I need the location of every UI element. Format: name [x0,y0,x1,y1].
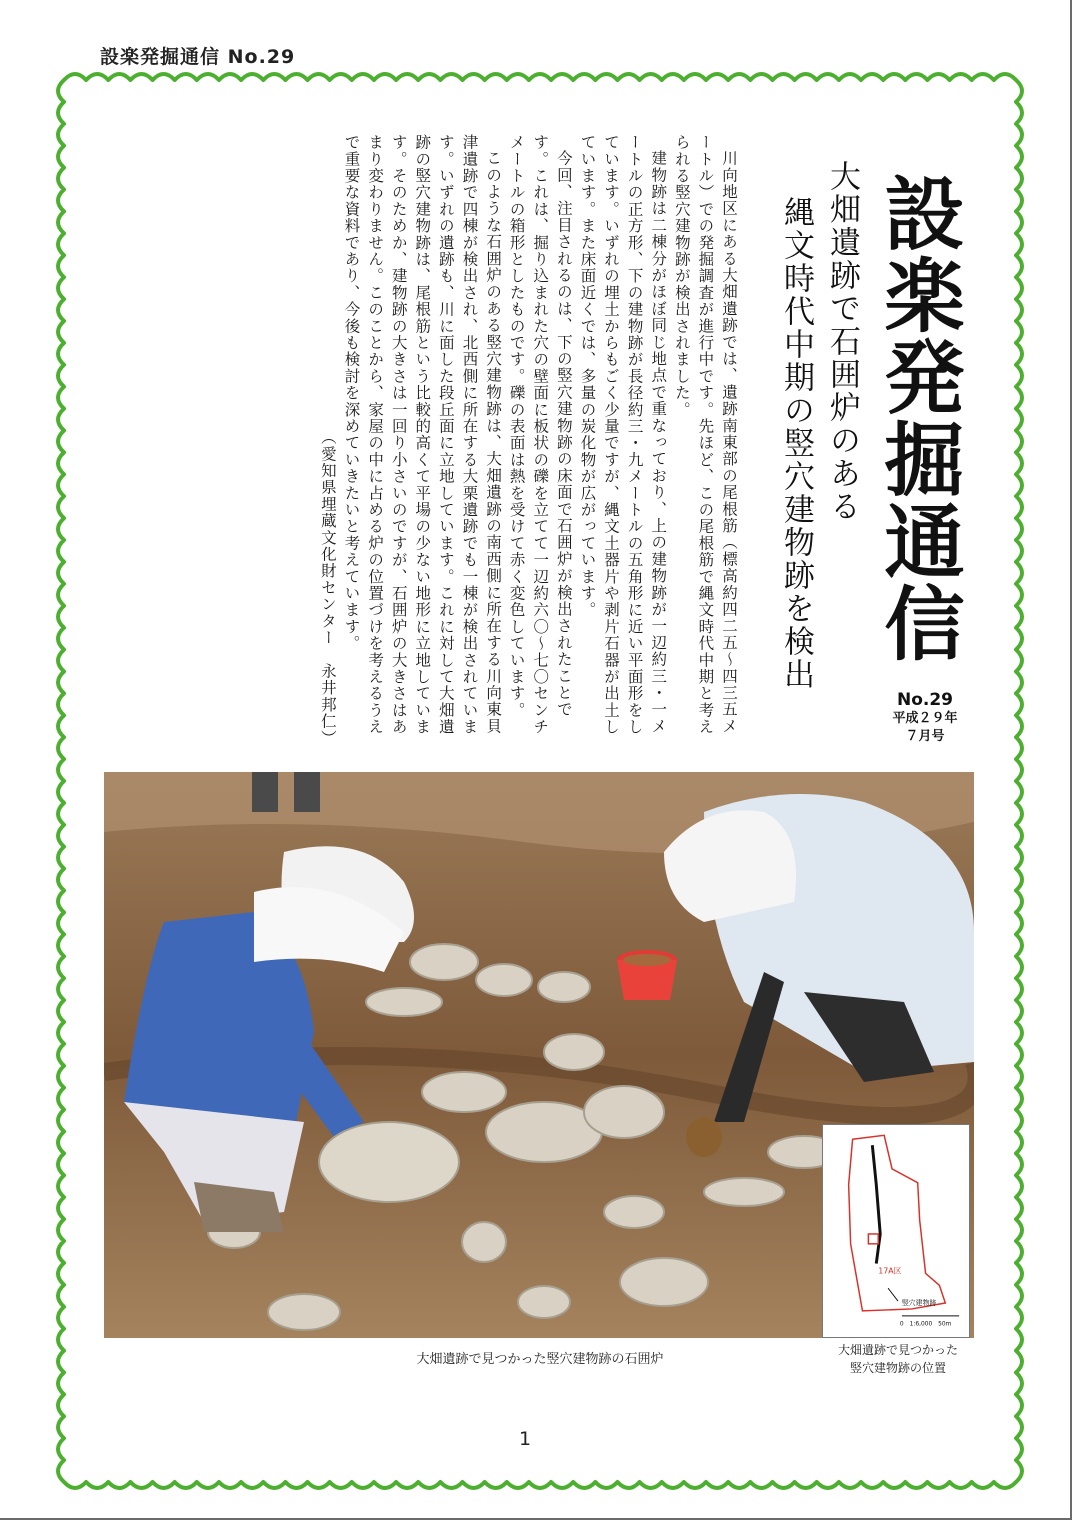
map-feature-label: 竪穴建物跡 [901,1298,937,1307]
issue-info [880,690,970,746]
article-body [100,134,740,746]
issue-month: ７月号 [905,729,945,744]
running-header: 設楽発掘通信 No.29 [100,46,296,68]
map-caption-line-2: 竪穴建物跡の位置 [849,1361,946,1375]
issue-year: 平成２９年 [892,711,958,726]
location-map [822,1124,970,1338]
map-caption-line-1: 大畑遺跡で見つかった [837,1343,958,1357]
map-area-label: 17A区 [878,1266,902,1276]
headline-line-2: 縄文時代中期の竪穴建物跡を検出 [778,196,814,691]
signature-name: 永井邦仁） [318,662,337,746]
photo-caption: 大畑遺跡で見つかった竪穴建物跡の石囲炉 [416,1352,664,1367]
headline-line-1: 大畑遺跡で石囲炉のある [824,160,860,523]
signature-org: （愛知県埋蔵文化財センター [318,428,337,646]
issue-number: No.29 [896,690,954,710]
article-paragraph-3: 今回、注目されるのは、下の竪穴建物跡の床面で石囲炉が検出されたことです。これは、掘り込まれた穴の壁面に板状の礫を立てて一辺約六〇～七〇センチメートルの箱形としたものです。礫の表面は熱を受けて赤く変色しています。 [507,134,573,736]
article-paragraph-2: 建物跡は二棟分がほぼ同じ地点で重なっており、上の建物跡が一辺約三・一メートルの正方形、下の建物跡が長径約三・九メートルの五角形に近い平面形をしています。いずれの埋土からもごく少量ですが、縄文土器片や剥片石器が出土しています。また床面近くでは、多量の炭化物が広がっています。 [578,134,668,736]
map-scale-label: 0 1:6,000 50m [899,1321,952,1328]
map-caption [820,1341,976,1377]
masthead-title: 設楽発掘通信 [871,172,964,664]
page-number: 1 [518,1428,532,1450]
article-signature [315,134,339,746]
article-paragraph-1: 川向地区にある大畑遺跡では、遺跡南東部の尾根筋（標高約四二五～四三五メートル）での発掘調査が進行中です。先ほど、この尾根筋で縄文時代中期と考えられる竪穴建物跡が検出されました。 [672,134,738,736]
site-map-drawing [823,1125,969,1337]
article-paragraph-4: このような石囲炉のある竪穴建物跡は、大畑遺跡の南西側に所在する川向東貝津遺跡で四棟が検出され、北西側に所在する大栗遺跡でも一棟が検出されています。いずれの遺跡も、川に面した段丘面に立地しています。これに対して大畑遺跡の竪穴建物跡は、尾根筋という比較的高くて平場の少ない地形に立地しています。そのためか、建物跡の大きさは一回り小さいのですが、石囲炉の大きさはあまり変わりません。このことから、家屋の中に占める炉の位置づけを考えるうえで重要な資料であり、今後も検討を深めていきたいと考えています。 [342,134,503,736]
